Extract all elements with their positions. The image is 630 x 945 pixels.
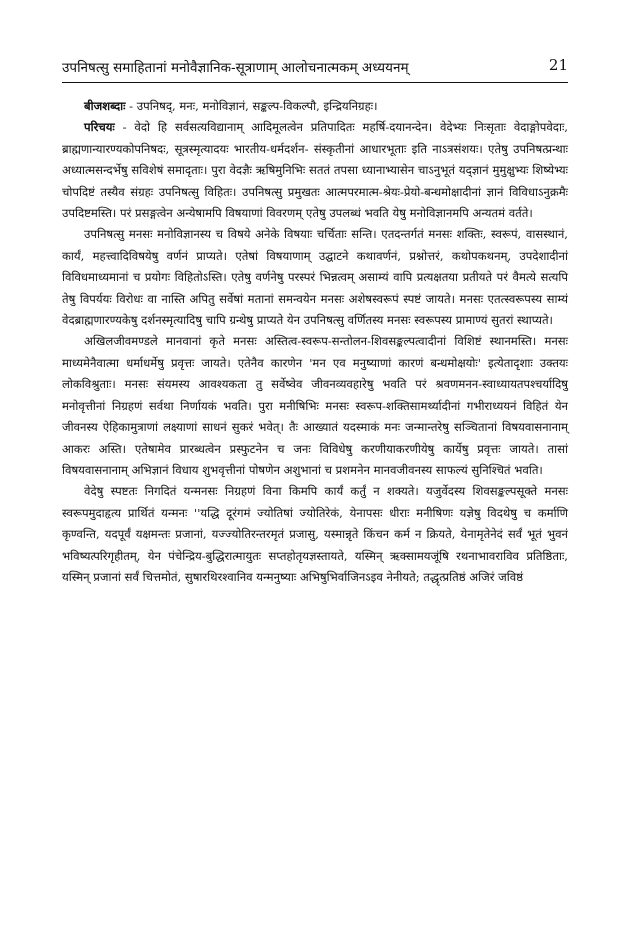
page-body: [62, 96, 568, 588]
body-paragraph-2: अखिलजीवमण्डले मानवानां कृते मनसः अस्तित्व-स्वरूप-सन्तोलन-शिवसङ्कल्पत्वादीनां विशिष्टं स्थानमस्ति। मनसः माध्यमेनैवात्मा धर्माधर्मेषु प्रवृत्तः जायते। एतेनैव कारणेन 'मन एव मनुष्याणां कारणं बन्धमोक्षयोः' इत्येतादृशाः उक्तयः लोकविश्रुताः। मनसः संयमस्य आवश्यकता तु सर्वेष्वेव जीवनव्यवहारेषु भवति परं श्रवणमनन-स्वाध्यायतपश्चर्यादिषु मनोवृत्तीनां निग्रहणं सर्वथा निर्णायकं भवति। पुरा मनीषिभिः मनसः स्वरूप-शक्तिसामर्थ्यादीनां गभीराध्ययनं विहितं येन जीवनस्य ऐहिकामुत्राणां लक्ष्याणां साधनं सुकरं भवेत्। तैः आख्यातं यदस्माकं मनः जन्मान्तरेषु सञ्चितानां विषयवासनानाम् आकरः अस्ति। एतेषामेव प्रारब्धत्वेन प्रस्फुटनेन च जनः विविधेषु करणीयाकरणीयेषु कार्येषु प्रवृत्तः जायते। तासां विषयवासनानाम् अभिज्ञानं विधाय शुभवृत्तीनां पोषणेन अशुभानां च प्रशमनेन मानवजीवनस्य साफल्यं सुनिश्चितं भवति।: [62, 334, 568, 477]
body-paragraph-1: उपनिषत्सु मनसः मनोविज्ञानस्य च विषये अनेके विषयाः चर्चिताः सन्ति। एतदन्तर्गतं मनसः शक्तिः, स्वरूपं, वासस्थानं, कार्यं, महत्त्वादिविषयेषु वर्णनं प्राप्यते। एतेषां विषयाणाम् उद्घाटने कथावर्णनं, प्रश्नोत्तरं, कथोपकथनम्, उपदेशादीनां विविधमाध्यमानां च प्रयोगः विहितोऽस्ति। एतेषु वर्णनेषु परस्परं भिन्नत्वम् असाम्यं वापि प्रत्यक्षतया प्रतीयते परं वैमत्ये सत्यपि तेषु विपर्ययः विरोधः वा नास्ति अपितु सर्वेषां मतानां समन्वयेन मनसः अशेषस्वरूपं स्पष्टं जायते। मनसः एतत्स्वरूपस्य साम्यं वेदब्राह्मणारण्यकेषु दर्शनस्मृत्यादिषु चापि ग्रन्थेषु प्राप्यते येन उपनिषत्सु वर्णितस्य मनसः स्वरूपस्य प्रामाण्यं सुतरां स्थाप्यते।: [62, 227, 568, 328]
intro-paragraph: [62, 117, 568, 224]
header-rule: [62, 82, 568, 83]
intro-label: परिचयः: [84, 120, 115, 135]
intro-text: - वेदो हि सर्वसत्यविद्यानाम् आदिमूलत्वेन प्रतिपादितः महर्षि-दयानन्देन। वेदेभ्यः निःसृताः वेदाङ्गोपवेदाः, ब्राह्मणान्यारण्यकोपनिषदः, सूत्रस्मृत्यादयः भारतीय-धर्मदर्शन- संस्कृतीनां आधारभूताः इति नाऽत्रसंशयः। एतेषु उपनिषत्प्रन्थाः अध्यात्मसन्दर्भेषु सविशेषं समादृताः। पुरा वेदज्ञैः ऋषिमुनिभिः सततं तपसा ध्यानाभ्यासेन चाऽनुभूतं यद्ज्ञानं मुमुक्षुभ्यः शिष्येभ्यः चोपदिष्टं तस्यैव संग्रहः उपनिषत्सु विहितः। उपनिषत्सु प्रमुखतः आत्मपरमात्म-श्रेयः-प्रेयो-बन्धमोक्षादीनां ज्ञानं विविधाऽनुक्रमैः उपदिष्टमस्ति। परं प्रसङ्गत्वेन अन्येषामपि विषयाणां विवरणम् एतेषु उपलब्धं भवति येषु मनोविज्ञानमपि अन्यतमं वर्तते।: [62, 120, 568, 221]
page-number: 21: [548, 56, 568, 74]
keywords-label: बीजशब्दाः: [84, 99, 126, 113]
keywords-paragraph: [62, 96, 568, 117]
body-paragraph-3: वेदेषु स्पष्टतः निगदितं यन्मनसः निग्रहणं विना किमपि कार्यं कर्तुं न शक्यते। यजुर्वेदस्य शिवसङ्कल्पसूक्ते मनसः स्वरूपमुदाहृत्य प्रार्थितं यन्मनः ''यद्धि दूरंगमं ज्योतिषां ज्योतिरेकं, येनापसः धीराः मनीषिणः यज्ञेषु विदथेषु च कर्माणि कृण्वन्ति, यदपूर्वं यक्षमन्तः प्रजानां, यज्ज्योतिरन्तरमृतं प्रजासु, यस्मान्नृते किंचन कर्म न क्रियते, येनामृतेनेदं सर्वं भूतं भुवनं भविष्यत्परिगृहीतम्, येन पंचेन्द्रिय-बुद्धिरात्मायुतः सप्तहोतृयज्ञस्तायते, यस्मिन् ऋक्सामयजूंषि रथनाभावराविव प्रतिष्ठिताः, यस्मिन् प्रजानां सर्वं चित्तमोतं, सुषारथिरश्वानिव यन्मनुष्याः अभिषुभिर्वाजिनऽइव नेनीयते; तद्धृत्प्रतिष्ठं अजिरं जविष्ठं: [62, 484, 568, 584]
keywords-text: - उपनिषद्, मनः, मनोविज्ञानं, सङ्कल्प-विकल्पौ, इन्द्रियनिग्रहः।: [125, 99, 378, 113]
running-header: [62, 50, 568, 84]
running-title: उपनिषत्सु समाहितानां मनोवैज्ञानिक-सूत्राणाम् आलोचनात्मकम् अध्ययनम्: [62, 60, 409, 76]
